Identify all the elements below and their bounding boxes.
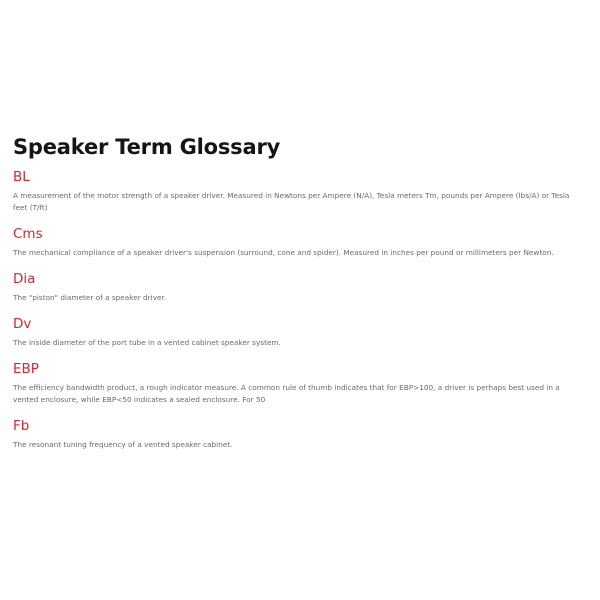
term-name: Dia: [13, 271, 36, 287]
term-entry-cms: [13, 225, 574, 259]
term-name: Fb: [13, 418, 30, 434]
page-title: Speaker Term Glossary: [13, 135, 281, 159]
term-entry-dv: [13, 315, 574, 349]
term-definition: The efficiency bandwidth product, a rough indicator measure. A common rule of thumb indicates that for EBP>100, a driver is perhaps best used in a vented enclosure, while EBP<50 indicates a sealed enclosure. For 50: [13, 383, 560, 404]
term-definition: The "piston" diameter of a speaker driver.: [13, 293, 167, 302]
term-definition: A measurement of the motor strength of a speaker driver. Measured in Newtons per Ampere (N/A), Tesla meters Tm, pounds per Ampere (lbs/A) or Tesla feet (T/ft): [13, 191, 570, 212]
term-definition: The inside diameter of the port tube in a vented cabinet speaker system.: [13, 338, 281, 347]
term-definition: The resonant tuning frequency of a vented speaker cabinet.: [13, 440, 233, 449]
term-name: Dv: [13, 316, 32, 332]
term-entry-ebp: [13, 360, 574, 406]
term-entry-dia: [13, 270, 574, 304]
term-name: Cms: [13, 226, 43, 242]
term-definition: The mechanical compliance of a speaker driver's suspension (surround, cone and spider). Measured in inches per pound or millimeters per Newton.: [13, 248, 554, 257]
term-list: [13, 168, 574, 451]
term-entry-bl: [13, 168, 574, 214]
term-name: EBP: [13, 361, 39, 377]
term-name: BL: [13, 169, 30, 185]
term-entry-fb: [13, 417, 574, 451]
